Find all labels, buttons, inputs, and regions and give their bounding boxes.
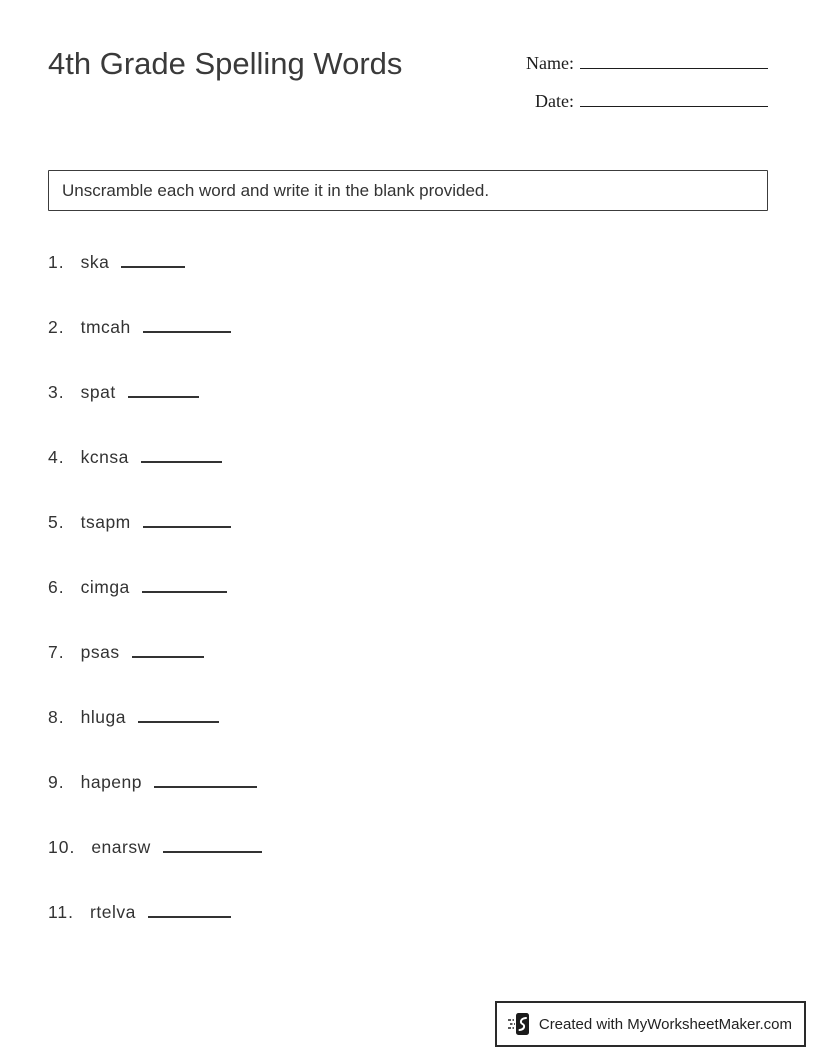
answer-blank[interactable]: [142, 572, 227, 593]
name-label: Name:: [526, 53, 574, 73]
name-row: [518, 48, 768, 77]
list-item: [48, 702, 768, 731]
list-item: [48, 377, 768, 406]
list-item: [48, 247, 768, 276]
item-number: 7.: [48, 642, 65, 662]
item-number: 10.: [48, 837, 76, 857]
item-number: 3.: [48, 382, 65, 402]
header: [48, 0, 768, 126]
scrambled-word: tsapm: [80, 512, 131, 532]
scrambled-word: enarsw: [91, 837, 151, 857]
item-number: 6.: [48, 577, 65, 597]
flying-worksheet-icon: [507, 1011, 531, 1037]
instruction-box: [48, 170, 768, 211]
footer-credit-box: [495, 1001, 806, 1047]
list-item: [48, 312, 768, 341]
answer-blank[interactable]: [138, 702, 219, 723]
answer-blank[interactable]: [141, 442, 222, 463]
list-item: [48, 897, 768, 926]
list-item: [48, 442, 768, 471]
name-fill-line[interactable]: [580, 48, 768, 69]
item-number: 9.: [48, 772, 65, 792]
scrambled-word: spat: [80, 382, 116, 402]
name-date-block: [518, 44, 768, 126]
answer-blank[interactable]: [121, 247, 185, 268]
date-row: [518, 86, 768, 115]
answer-blank[interactable]: [132, 637, 204, 658]
scrambled-word: tmcah: [80, 317, 131, 337]
answer-blank[interactable]: [143, 507, 231, 528]
instruction-text: Unscramble each word and write it in the blank provided.: [62, 181, 490, 200]
answer-blank[interactable]: [128, 377, 199, 398]
scrambled-word: ska: [80, 252, 110, 272]
scrambled-word: cimga: [80, 577, 130, 597]
scrambled-word: kcnsa: [80, 447, 129, 467]
scrambled-word: hapenp: [80, 772, 143, 792]
date-label: Date:: [535, 91, 574, 111]
answer-blank[interactable]: [154, 767, 257, 788]
date-fill-line[interactable]: [580, 86, 768, 107]
list-item: [48, 572, 768, 601]
footer-credit-text: Created with MyWorksheetMaker.com: [538, 1015, 792, 1033]
answer-blank[interactable]: [163, 832, 262, 853]
list-item: [48, 767, 768, 796]
item-number: 11.: [48, 902, 75, 922]
item-number: 5.: [48, 512, 65, 532]
list-item: [48, 637, 768, 666]
item-number: 8.: [48, 707, 65, 727]
answer-blank[interactable]: [148, 897, 231, 918]
list-item: [48, 507, 768, 536]
page-title: 4th Grade Spelling Words: [48, 46, 403, 81]
scrambled-word: psas: [80, 642, 120, 662]
item-number: 1.: [48, 252, 65, 272]
scrambled-word: rtelva: [90, 902, 136, 922]
list-item: [48, 832, 768, 861]
word-list: [48, 247, 768, 926]
scrambled-word: hluga: [80, 707, 126, 727]
answer-blank[interactable]: [143, 312, 231, 333]
item-number: 2.: [48, 317, 65, 337]
item-number: 4.: [48, 447, 65, 467]
